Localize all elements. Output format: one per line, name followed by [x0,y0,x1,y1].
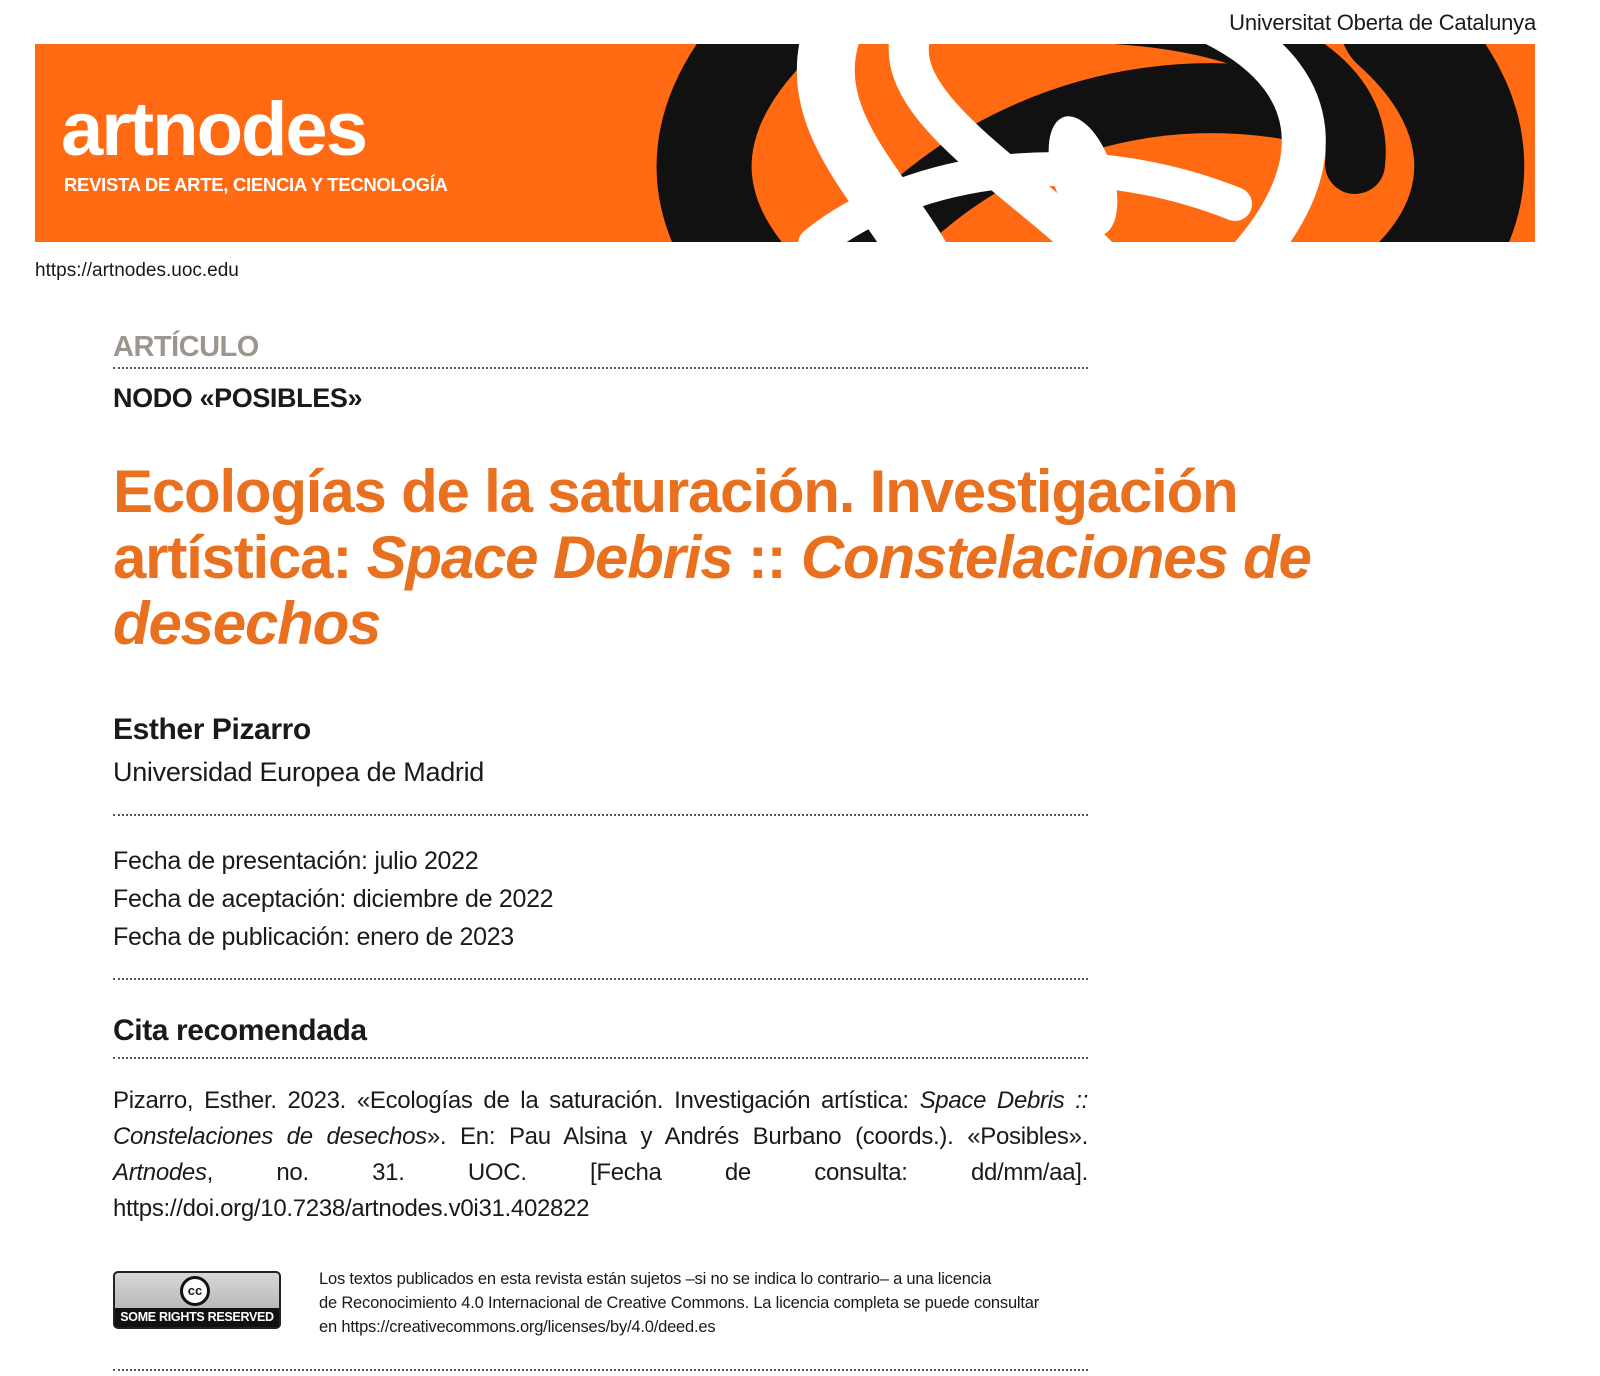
title-italic-space-debris: Space Debris [366,524,733,591]
divider [113,978,1088,980]
title-separator: :: [732,524,801,591]
citation-part-3: , no. 31. UOC. [Fecha de consulta: dd/mm/aa]. https://doi.org/10.7238/artnodes.v0i31.402822 [113,1159,1088,1222]
date-publication: Fecha de publicación: enero de 2023 [113,923,514,951]
citation-part-1: Pizarro, Esther. 2023. «Ecologías de la saturación. Investigación artística: [113,1087,920,1114]
article-front-matter [113,330,1311,1371]
title-text: Ecologías de la saturación. Investigación artística: [113,458,1238,591]
article-title [113,459,1353,657]
divider [113,367,1088,369]
cc-icon: cc [180,1276,210,1306]
citation-part-2: ». En: Pau Alsina y Andrés Burbano (coords.). «Posibles». [426,1123,1088,1150]
journal-tagline: REVISTA DE ARTE, CIENCIA Y TECNOLOGÍA [64,174,448,195]
author-affiliation: Universidad Europea de Madrid [113,757,485,787]
license-line: Los textos publicados en esta revista están sujetos –si no se indica lo contrario– a una licencia [319,1270,992,1288]
creative-commons-badge[interactable] [113,1271,281,1329]
divider [113,814,1088,816]
journal-url[interactable]: https://artnodes.uoc.edu [35,260,239,281]
citation-italic-title: Space Debris :: Constelaciones de desechos [113,1087,1089,1150]
license-block [113,1267,1088,1339]
section-label: ARTÍCULO [113,331,259,363]
date-submission: Fecha de presentación: julio 2022 [113,847,479,875]
title-italic-constelaciones: Constelaciones de desechos [113,524,1311,657]
license-line: de Reconocimiento 4.0 Internacional de Creative Commons. La licencia completa se puede consultar [319,1294,1040,1312]
university-name: Universitat Oberta de Catalunya [1229,10,1536,35]
license-text [319,1267,1039,1339]
license-line: en https://creativecommons.org/licenses/by/4.0/deed.es [319,1318,716,1336]
citation-italic-journal: Artnodes [113,1159,207,1186]
node-label: NODO «POSIBLES» [113,383,363,413]
cc-badge-text: SOME RIGHTS RESERVED [115,1308,279,1327]
article-dates [113,842,1088,956]
divider [113,1369,1088,1371]
citation-heading: Cita recomendada [113,1014,367,1047]
date-acceptance: Fecha de aceptación: diciembre de 2022 [113,885,554,913]
journal-logo: artnodes [61,87,366,172]
citation-text [113,1083,1088,1227]
author-name: Esther Pizarro [113,713,311,746]
divider [113,1057,1088,1059]
journal-banner [35,44,1535,242]
